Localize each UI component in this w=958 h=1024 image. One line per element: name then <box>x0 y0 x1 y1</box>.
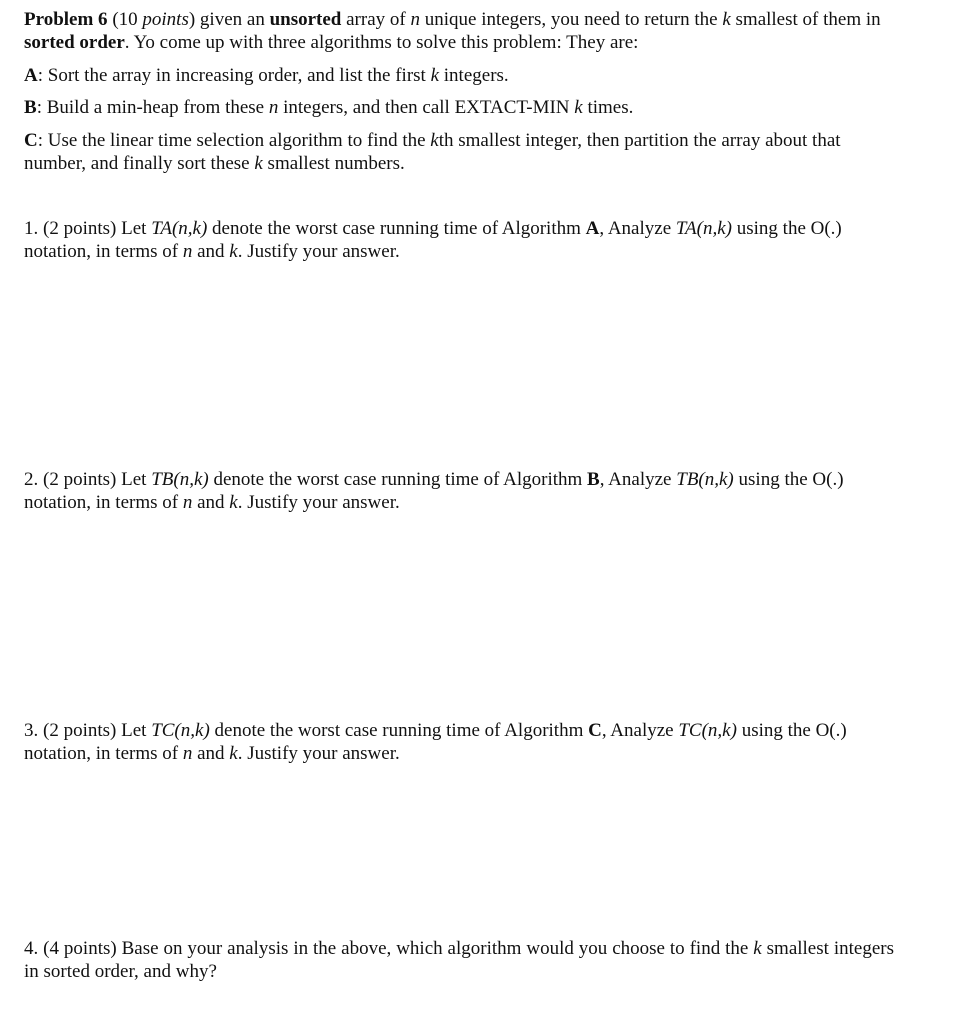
q3-mid-3: using the O(.) notation, in terms of <box>24 720 847 764</box>
var-n: n <box>182 743 193 764</box>
var-k: k <box>430 130 439 151</box>
question-4 <box>24 937 894 983</box>
question-2 <box>24 468 894 514</box>
var-k: k <box>229 241 238 262</box>
func-tc: TC(n,k) <box>151 720 210 741</box>
algorithm-b-text-2: integers, and then call EXTACT-MIN <box>278 97 575 118</box>
problem-statement <box>24 8 894 54</box>
var-n: n <box>182 241 193 262</box>
q3-and: and <box>192 743 230 764</box>
q1-and: and <box>192 241 230 262</box>
algorithm-a-label: A <box>24 65 38 86</box>
q1-mid-3: using the O(.) notation, in terms of <box>24 218 842 262</box>
algorithm-c <box>24 129 894 175</box>
problem-label: Problem 6 <box>24 9 108 30</box>
question-3 <box>24 719 894 765</box>
algorithm-ref-b: B <box>587 469 600 490</box>
var-k: k <box>753 938 762 959</box>
var-k: k <box>254 153 263 174</box>
q2-prefix: 2. (2 points) Let <box>24 469 152 490</box>
var-k: k <box>229 492 238 513</box>
func-tb: TB(n,k) <box>676 469 734 490</box>
q1-suffix: . Justify your answer. <box>237 241 400 262</box>
q2-mid-2: , Analyze <box>599 469 677 490</box>
algorithm-b-text-3: times. <box>582 97 634 118</box>
var-n: n <box>410 9 420 30</box>
var-k: k <box>430 65 440 86</box>
algorithm-a <box>24 64 894 87</box>
q1-mid: denote the worst case running time of Algorithm <box>207 218 586 239</box>
var-k: k <box>722 9 731 30</box>
q3-prefix: 3. (2 points) Let <box>24 720 152 741</box>
q3-suffix: . Justify your answer. <box>237 743 400 764</box>
algorithm-b-label: B <box>24 97 37 118</box>
algorithm-ref-a: A <box>585 218 600 239</box>
q3-mid-2: , Analyze <box>601 720 679 741</box>
var-k: k <box>574 97 583 118</box>
problem-text-4: smallest of them in <box>730 9 881 30</box>
unsorted-emphasis: unsorted <box>269 9 342 30</box>
sorted-order-emphasis: sorted order <box>24 32 125 53</box>
q1-mid-2: , Analyze <box>599 218 676 239</box>
func-tb: TB(n,k) <box>151 469 209 490</box>
q4-text-1: 4. (4 points) Base on your analysis in the above, which algorithm would you choose to find the <box>24 938 754 959</box>
q2-and: and <box>192 492 230 513</box>
problem-text-5: . Yo come up with three algorithms to solve this problem: They are: <box>124 32 639 53</box>
func-ta: TA(n,k) <box>151 218 208 239</box>
points-open: (10 <box>112 9 143 30</box>
algorithm-c-text-2: th smallest integer, then partition the array about that number, and finally sort these <box>24 130 841 174</box>
algorithm-c-label: C <box>24 130 38 151</box>
algorithm-ref-c: C <box>588 720 602 741</box>
q4-text-2: smallest integers in sorted order, and why? <box>24 938 894 982</box>
var-n: n <box>182 492 193 513</box>
algorithm-c-text-1: : Use the linear time selection algorithm to find the <box>37 130 431 151</box>
points-word: points <box>142 9 189 30</box>
q3-mid: denote the worst case running time of Algorithm <box>209 720 589 741</box>
problem-text-2: array of <box>341 9 411 30</box>
question-1 <box>24 217 894 263</box>
q2-mid-3: using the O(.) notation, in terms of <box>24 469 844 513</box>
algorithm-b <box>24 96 894 119</box>
algorithm-a-text-1: : Sort the array in increasing order, and list the first <box>37 65 431 86</box>
algorithm-a-text-2: integers. <box>439 65 509 86</box>
q2-suffix: . Justify your answer. <box>237 492 400 513</box>
func-ta: TA(n,k) <box>675 218 732 239</box>
points-close: ) <box>188 9 196 30</box>
problem-text-3: unique integers, you need to return the <box>419 9 723 30</box>
var-k: k <box>229 743 238 764</box>
q1-prefix: 1. (2 points) Let <box>24 218 152 239</box>
problem-text-1: given an <box>195 9 270 30</box>
var-n: n <box>268 97 279 118</box>
algorithm-c-text-3: smallest numbers. <box>262 153 405 174</box>
algorithm-b-text-1: : Build a min-heap from these <box>36 97 269 118</box>
q2-mid: denote the worst case running time of Algorithm <box>208 469 588 490</box>
func-tc: TC(n,k) <box>678 720 737 741</box>
